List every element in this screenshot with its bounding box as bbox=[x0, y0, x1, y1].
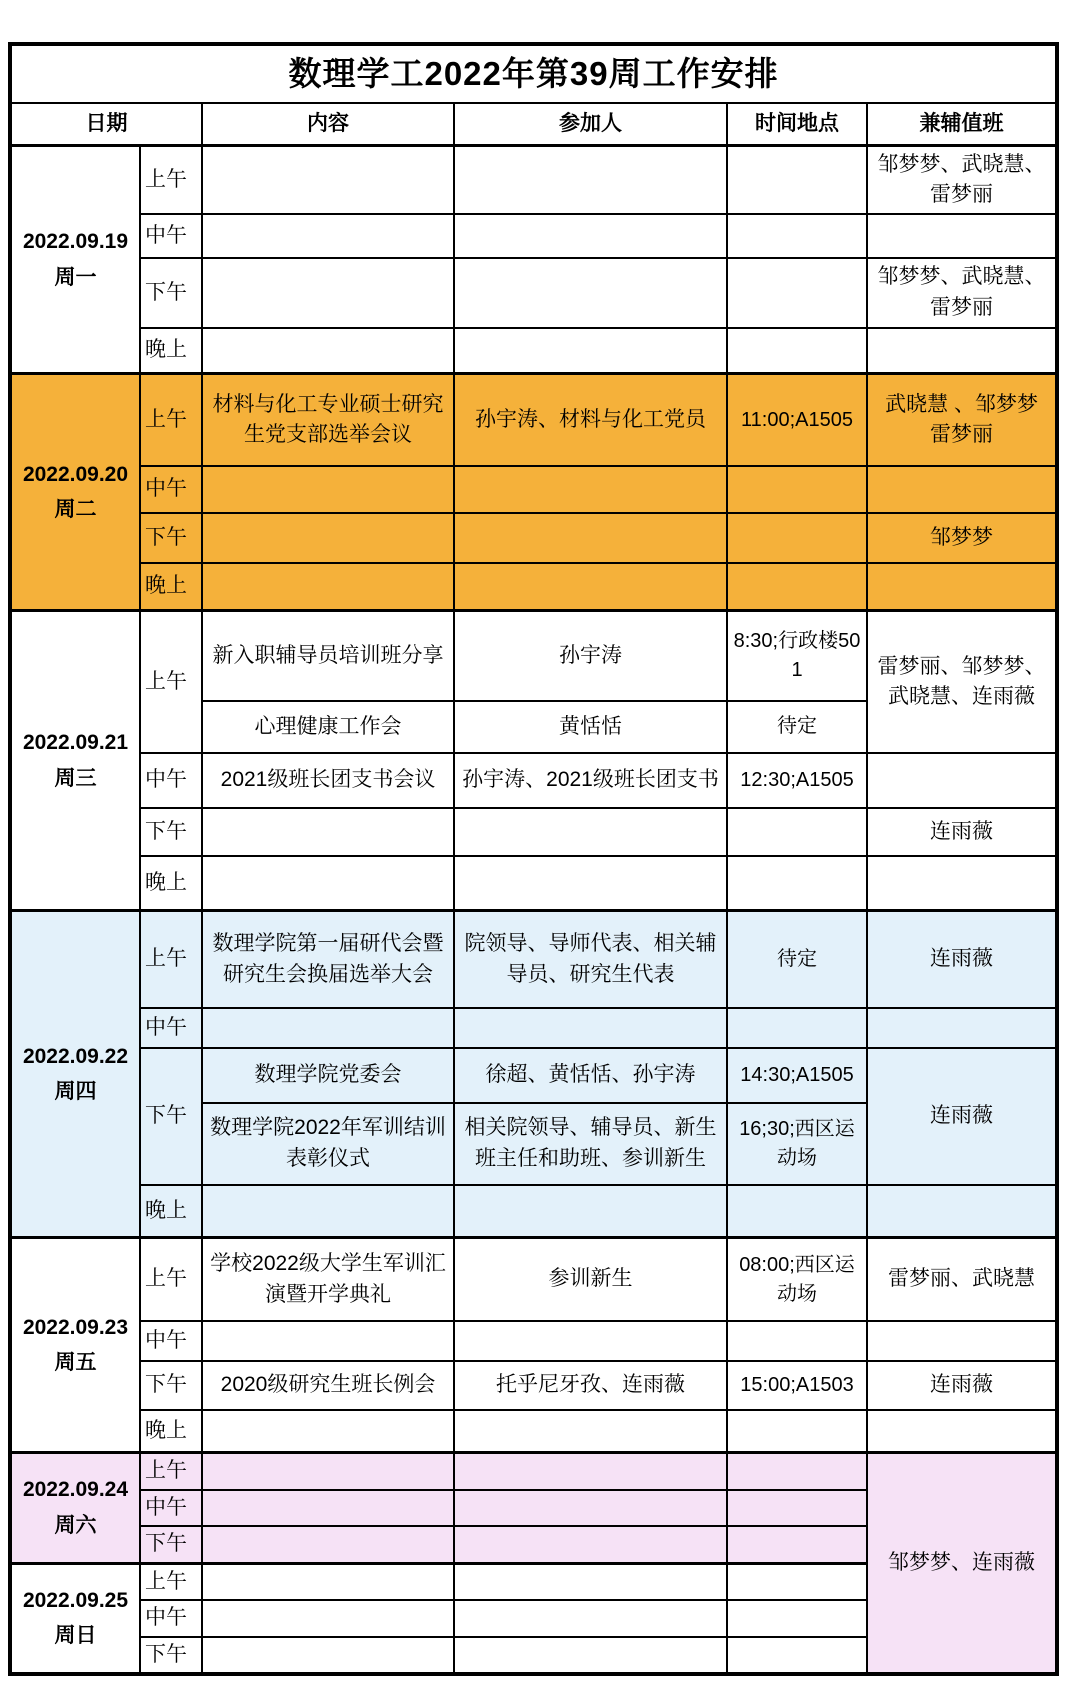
empty-cell bbox=[454, 328, 727, 374]
date-text: 2022.09.21 bbox=[22, 731, 129, 755]
empty-cell bbox=[202, 1185, 454, 1238]
column-header-duty: 兼辅值班 bbox=[867, 103, 1057, 146]
period-label: 上午 bbox=[140, 374, 202, 466]
empty-cell bbox=[202, 1526, 454, 1563]
participants-cell-tuesday-morning: 孙宇涛、材料与化工党员 bbox=[454, 374, 727, 466]
content-cell-wednesday-morning-2: 心理健康工作会 bbox=[202, 701, 454, 753]
period-label: 中午 bbox=[140, 466, 202, 513]
empty-cell bbox=[202, 146, 454, 214]
period-label: 下午 bbox=[140, 808, 202, 856]
duty-cell-thursday-afternoon: 连雨薇 bbox=[867, 1048, 1057, 1185]
empty-cell bbox=[727, 258, 867, 328]
content-cell-friday-morning: 学校2022级大学生军训汇演暨开学典礼 bbox=[202, 1238, 454, 1321]
weekday-text: 周二 bbox=[54, 498, 97, 522]
period-label: 晚上 bbox=[140, 856, 202, 911]
participants-cell-wednesday-morning-2: 黄恬恬 bbox=[454, 701, 727, 753]
time-cell-thursday-afternoon-2: 16;30;西区运动场 bbox=[727, 1103, 867, 1185]
period-label: 晚上 bbox=[140, 563, 202, 611]
time-cell-thursday-morning: 待定 bbox=[727, 911, 867, 1008]
date-text: 2022.09.19 bbox=[22, 230, 129, 254]
empty-cell bbox=[867, 466, 1057, 513]
column-header-date: 日期 bbox=[10, 103, 202, 146]
empty-cell bbox=[202, 1600, 454, 1636]
empty-cell bbox=[727, 808, 867, 856]
empty-cell bbox=[202, 1410, 454, 1453]
empty-cell bbox=[867, 856, 1057, 911]
column-header-participants: 参加人 bbox=[454, 103, 727, 146]
empty-cell bbox=[867, 214, 1057, 258]
time-cell-friday-morning: 08:00;西区运动场 bbox=[727, 1238, 867, 1321]
participants-cell-thursday-afternoon-2: 相关院领导、辅导员、新生班主任和助班、参训新生 bbox=[454, 1103, 727, 1185]
duty-cell-monday-morning: 邹梦梦、武晓慧、雷梦丽 bbox=[867, 146, 1057, 214]
period-label: 下午 bbox=[140, 1361, 202, 1410]
empty-cell bbox=[454, 214, 727, 258]
period-label: 上午 bbox=[140, 911, 202, 1008]
empty-cell bbox=[454, 1453, 727, 1490]
page-title: 数理学工2022年第39周工作安排 bbox=[10, 44, 1057, 103]
empty-cell bbox=[202, 513, 454, 563]
empty-cell bbox=[867, 1008, 1057, 1048]
duty-cell-thursday-morning: 连雨薇 bbox=[867, 911, 1057, 1008]
empty-cell bbox=[202, 1637, 454, 1674]
participants-cell-friday-afternoon: 托乎尼牙孜、连雨薇 bbox=[454, 1361, 727, 1410]
weekday-text: 周三 bbox=[54, 766, 97, 790]
column-header-time-location: 时间地点 bbox=[727, 103, 867, 146]
date-cell-saturday bbox=[10, 1453, 140, 1563]
date-cell-monday bbox=[10, 146, 140, 374]
column-header-content: 内容 bbox=[202, 103, 454, 146]
duty-cell-friday-afternoon: 连雨薇 bbox=[867, 1361, 1057, 1410]
participants-cell-friday-morning: 参训新生 bbox=[454, 1238, 727, 1321]
date-cell-wednesday bbox=[10, 611, 140, 911]
empty-cell bbox=[202, 1321, 454, 1361]
date-text: 2022.09.24 bbox=[22, 1478, 129, 1502]
participants-cell-wednesday-morning-1: 孙宇涛 bbox=[454, 611, 727, 701]
empty-cell bbox=[867, 1185, 1057, 1238]
empty-cell bbox=[727, 1526, 867, 1563]
empty-cell bbox=[454, 513, 727, 563]
empty-cell bbox=[454, 146, 727, 214]
duty-cell-tuesday-afternoon: 邹梦梦 bbox=[867, 513, 1057, 563]
duty-cell-friday-morning: 雷梦丽、武晓慧 bbox=[867, 1238, 1057, 1321]
empty-cell bbox=[727, 563, 867, 611]
date-text: 2022.09.22 bbox=[22, 1044, 129, 1068]
empty-cell bbox=[727, 146, 867, 214]
empty-cell bbox=[202, 1563, 454, 1600]
date-cell-tuesday bbox=[10, 374, 140, 611]
empty-cell bbox=[454, 1637, 727, 1674]
empty-cell bbox=[867, 1321, 1057, 1361]
content-cell-thursday-morning: 数理学院第一届研代会暨研究生会换届选举大会 bbox=[202, 911, 454, 1008]
empty-cell bbox=[727, 214, 867, 258]
empty-cell bbox=[727, 1563, 867, 1600]
empty-cell bbox=[727, 1600, 867, 1636]
empty-cell bbox=[727, 1490, 867, 1526]
duty-cell-wednesday-morning: 雷梦丽、邹梦梦、武晓慧、连雨薇 bbox=[867, 611, 1057, 753]
period-label: 中午 bbox=[140, 1600, 202, 1636]
empty-cell bbox=[454, 1185, 727, 1238]
empty-cell bbox=[202, 563, 454, 611]
empty-cell bbox=[727, 1410, 867, 1453]
period-label: 下午 bbox=[140, 1526, 202, 1563]
period-label: 上午 bbox=[140, 1563, 202, 1600]
empty-cell bbox=[202, 1008, 454, 1048]
period-label: 中午 bbox=[140, 1008, 202, 1048]
weekday-text: 周日 bbox=[54, 1624, 97, 1648]
participants-cell-thursday-afternoon-1: 徐超、黄恬恬、孙宇涛 bbox=[454, 1048, 727, 1103]
participants-cell-thursday-morning: 院领导、导师代表、相关辅导员、研究生代表 bbox=[454, 911, 727, 1008]
empty-cell bbox=[202, 1453, 454, 1490]
period-label: 晚上 bbox=[140, 1185, 202, 1238]
period-label: 上午 bbox=[140, 1238, 202, 1321]
duty-cell-weekend: 邹梦梦、连雨薇 bbox=[867, 1453, 1057, 1674]
time-cell-wednesday-noon: 12:30;A1505 bbox=[727, 753, 867, 808]
content-cell-wednesday-noon: 2021级班长团支书会议 bbox=[202, 753, 454, 808]
empty-cell bbox=[727, 1185, 867, 1238]
period-label: 下午 bbox=[140, 258, 202, 328]
period-label: 上午 bbox=[140, 611, 202, 753]
empty-cell bbox=[202, 328, 454, 374]
empty-cell bbox=[202, 1490, 454, 1526]
empty-cell bbox=[727, 1453, 867, 1490]
content-cell-wednesday-morning-1: 新入职辅导员培训班分享 bbox=[202, 611, 454, 701]
weekday-text: 周一 bbox=[54, 265, 97, 289]
period-label: 中午 bbox=[140, 214, 202, 258]
empty-cell bbox=[867, 1410, 1057, 1453]
date-cell-sunday bbox=[10, 1563, 140, 1674]
empty-cell bbox=[454, 258, 727, 328]
empty-cell bbox=[727, 328, 867, 374]
content-cell-friday-afternoon: 2020级研究生班长例会 bbox=[202, 1361, 454, 1410]
empty-cell bbox=[454, 856, 727, 911]
empty-cell bbox=[454, 808, 727, 856]
empty-cell bbox=[454, 466, 727, 513]
empty-cell bbox=[454, 1526, 727, 1563]
time-cell-thursday-afternoon-1: 14:30;A1505 bbox=[727, 1048, 867, 1103]
empty-cell bbox=[727, 856, 867, 911]
content-cell-tuesday-morning: 材料与化工专业硕士研究生党支部选举会议 bbox=[202, 374, 454, 466]
empty-cell bbox=[454, 1490, 727, 1526]
time-cell-friday-afternoon: 15:00;A1503 bbox=[727, 1361, 867, 1410]
empty-cell bbox=[727, 466, 867, 513]
period-label: 上午 bbox=[140, 1453, 202, 1490]
period-label: 下午 bbox=[140, 513, 202, 563]
empty-cell bbox=[202, 808, 454, 856]
date-text: 2022.09.25 bbox=[22, 1588, 129, 1612]
period-label: 下午 bbox=[140, 1637, 202, 1674]
schedule-table bbox=[8, 42, 1059, 1676]
empty-cell bbox=[454, 1600, 727, 1636]
period-label: 中午 bbox=[140, 1321, 202, 1361]
duty-cell-monday-afternoon: 邹梦梦、武晓慧、雷梦丽 bbox=[867, 258, 1057, 328]
period-label: 晚上 bbox=[140, 1410, 202, 1453]
empty-cell bbox=[202, 214, 454, 258]
empty-cell bbox=[454, 1410, 727, 1453]
empty-cell bbox=[202, 258, 454, 328]
time-cell-wednesday-morning-2: 待定 bbox=[727, 701, 867, 753]
empty-cell bbox=[202, 856, 454, 911]
content-cell-thursday-afternoon-1: 数理学院党委会 bbox=[202, 1048, 454, 1103]
period-label: 晚上 bbox=[140, 328, 202, 374]
empty-cell bbox=[454, 1008, 727, 1048]
empty-cell bbox=[202, 466, 454, 513]
weekday-text: 周五 bbox=[54, 1351, 97, 1375]
participants-cell-wednesday-noon: 孙宇涛、2021级班长团支书 bbox=[454, 753, 727, 808]
date-text: 2022.09.23 bbox=[22, 1315, 129, 1339]
period-label: 上午 bbox=[140, 146, 202, 214]
period-label: 中午 bbox=[140, 1490, 202, 1526]
empty-cell bbox=[454, 563, 727, 611]
duty-cell-wednesday-afternoon: 连雨薇 bbox=[867, 808, 1057, 856]
time-cell-wednesday-morning-1: 8:30;行政楼501 bbox=[727, 611, 867, 701]
date-cell-thursday bbox=[10, 911, 140, 1238]
period-label: 中午 bbox=[140, 753, 202, 808]
empty-cell bbox=[454, 1321, 727, 1361]
empty-cell bbox=[867, 753, 1057, 808]
period-label: 下午 bbox=[140, 1048, 202, 1185]
weekday-text: 周四 bbox=[54, 1080, 97, 1104]
empty-cell bbox=[867, 563, 1057, 611]
empty-cell bbox=[727, 1008, 867, 1048]
date-cell-friday bbox=[10, 1238, 140, 1453]
empty-cell bbox=[727, 513, 867, 563]
weekday-text: 周六 bbox=[54, 1514, 97, 1537]
date-text: 2022.09.20 bbox=[22, 462, 129, 486]
empty-cell bbox=[867, 328, 1057, 374]
empty-cell bbox=[454, 1563, 727, 1600]
content-cell-thursday-afternoon-2: 数理学院2022年军训结训表彰仪式 bbox=[202, 1103, 454, 1185]
time-cell-tuesday-morning: 11:00;A1505 bbox=[727, 374, 867, 466]
empty-cell bbox=[727, 1321, 867, 1361]
duty-cell-tuesday-morning: 武晓慧 、邹梦梦 雷梦丽 bbox=[867, 374, 1057, 466]
empty-cell bbox=[727, 1637, 867, 1674]
